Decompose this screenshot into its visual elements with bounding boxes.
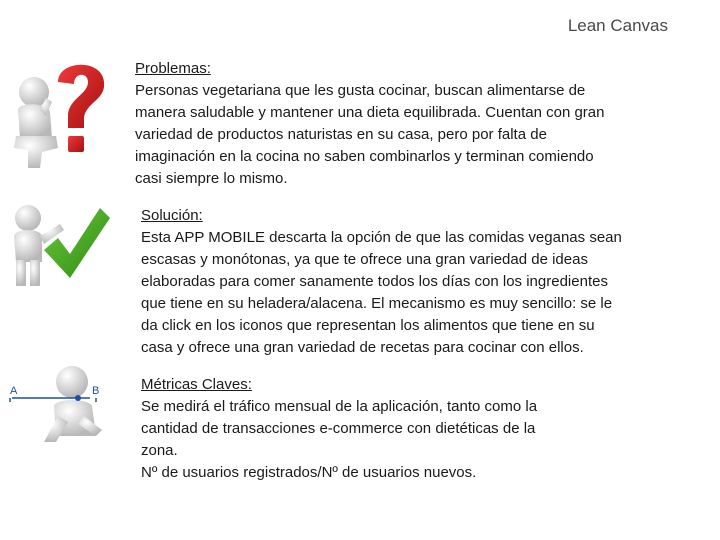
page-title: Lean Canvas xyxy=(567,16,668,35)
person-a-to-b-line-icon xyxy=(6,360,110,444)
key-metrics-heading: Métricas Claves: xyxy=(141,376,252,393)
point-b-label: B xyxy=(92,385,100,397)
problems-section xyxy=(135,58,675,190)
thinking-person-question-mark-icon xyxy=(0,52,112,172)
solution-heading: Solución: xyxy=(141,207,203,224)
key-metrics-section xyxy=(141,374,671,484)
problems-text: Personas vegetariana que les gusta cocinar, buscan alimentarse de manera saludable y mantener una dieta equilibrada. Cuentan con gran variedad de productos naturistas en su casa, pero por falta de imaginación en la cocina no saben combinarlos y terminan comiendo casi siempre lo mismo. xyxy=(135,82,605,187)
solution-text: Esta APP MOBILE descarta la opción de que las comidas veganas sean escasas y monótonas, ya que te ofrece una gran variedad de ideas elaboradas para comer sanamente todos los días con los ingredientes que tiene en su heladera/alacena. El mecanismo es muy sencillo: se le da click en los iconos que representan los alimentos que tiene en su casa y ofrece una gran variedad de recetas para cocinar con ellos. xyxy=(141,229,622,356)
point-a-label: A xyxy=(10,385,18,397)
person-checkmark-icon xyxy=(8,198,112,290)
problems-heading: Problemas: xyxy=(135,60,211,77)
key-metrics-text: Se medirá el tráfico mensual de la aplicación, tanto como la cantidad de transacciones e-commerce con dietéticas de la zona. Nº de usuarios registrados/Nº de usuarios nuevos. xyxy=(141,398,538,481)
solution-section xyxy=(141,205,671,359)
